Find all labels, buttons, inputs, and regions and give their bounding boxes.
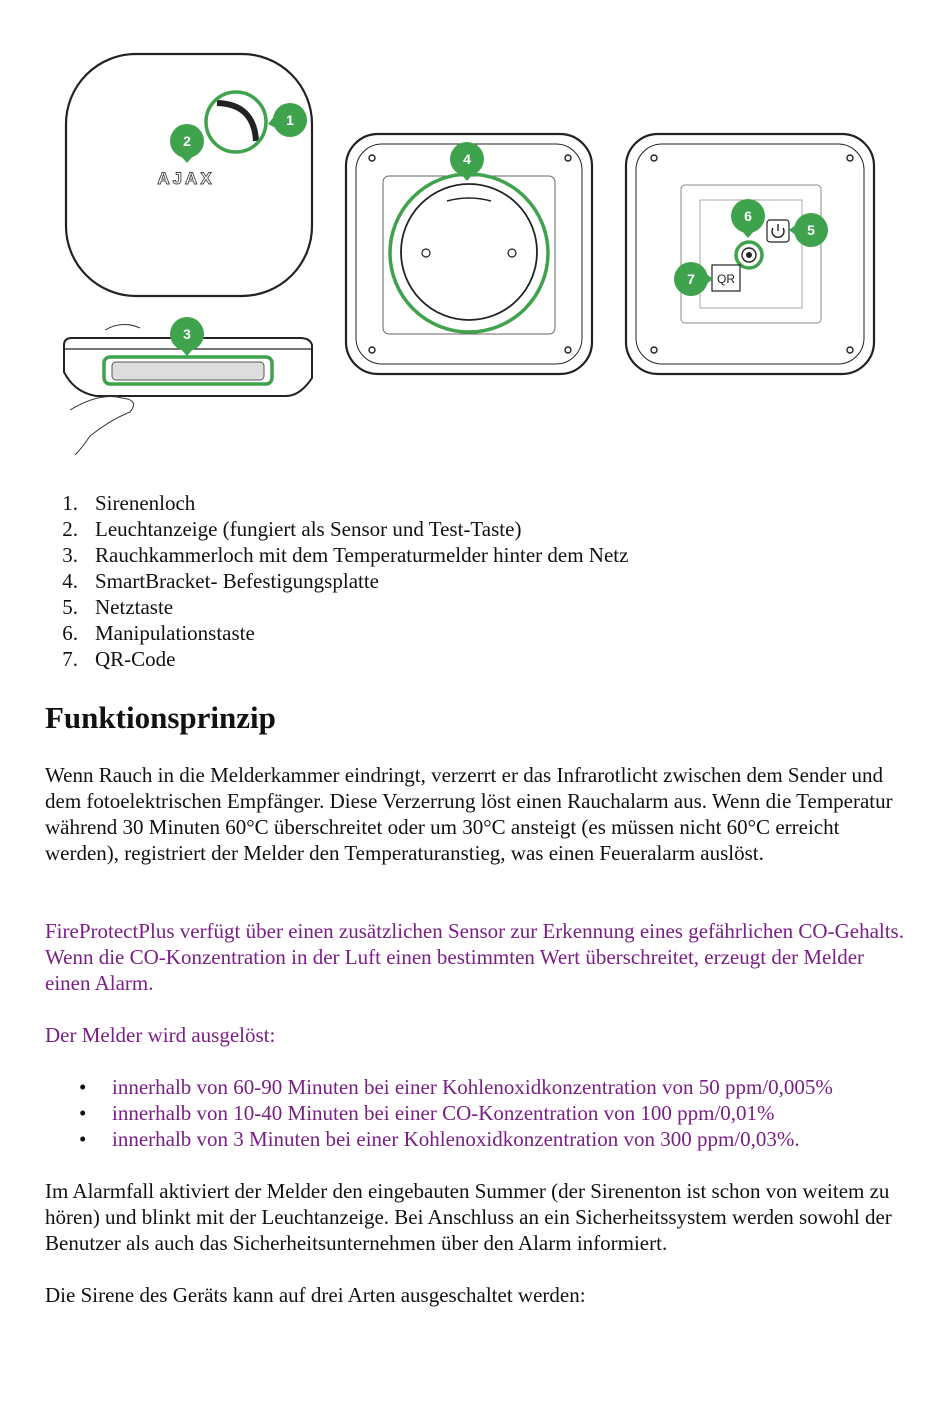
paragraph-siren-off: Die Sirene des Geräts kann auf drei Arten ausgeschaltet werden:: [45, 1283, 586, 1307]
svg-text:3: 3: [183, 326, 191, 342]
svg-text:4: 4: [463, 151, 471, 167]
list-item: 3. Rauchkammerloch mit dem Temperaturmelder hinter dem Netz: [62, 543, 629, 567]
device-illustration: [0, 0, 950, 470]
list-item: 2. Leuchtanzeige (fungiert als Sensor und Test-Taste): [62, 517, 522, 541]
list-item: • innerhalb von 10-40 Minuten bei einer CO-Konzentration von 100 ppm/0,01%: [79, 1101, 775, 1125]
paragraph-triggered: Der Melder wird ausgelöst:: [45, 1023, 276, 1047]
list-item: • innerhalb von 3 Minuten bei einer Kohlenoxidkonzentration von 300 ppm/0,03%.: [79, 1127, 800, 1151]
parts-list: [45, 490, 628, 672]
svg-text:1: 1: [286, 112, 294, 128]
detector-front-view: [66, 54, 312, 296]
paragraph-principle: Wenn Rauch in die Melderkammer eindringt, verzerrt er das Infrarotlicht zwischen dem Sender und dem fotoelektrischen Empfänger. Diese Verzerrung löst einen Rauchalarm aus. Wenn die Temperatur während 30 Minuten 60°C überschreitet oder um 30°C ansteigt (es müssen nicht 60°C erreicht werden), registriert der Melder den Temperaturanstieg, was einen Feueralarm auslöst.: [45, 763, 893, 865]
trigger-conditions-list: [45, 1074, 833, 1152]
list-item: 1. Sirenenloch: [62, 491, 196, 515]
section-heading: Funktionsprinzip: [45, 700, 276, 735]
svg-text:2: 2: [183, 133, 191, 149]
paragraph-alarm: Im Alarmfall aktiviert der Melder den eingebauten Summer (der Sirenenton ist schon von weitem zu hören) und blinkt mit der Leuchtanzeige. Bei Anschluss an ein Sicherheitssystem werden sowohl der Benutzer als auch das Sicherheitsunternehmen über den Alarm informiert.: [45, 1179, 892, 1255]
list-item: 4. SmartBracket- Befestigungsplatte: [62, 569, 380, 593]
list-item: 7. QR-Code: [62, 647, 176, 671]
svg-text:7: 7: [687, 271, 695, 287]
detector-back-view: [626, 134, 874, 374]
ajax-logo: AJAX: [157, 169, 215, 188]
list-item: 6. Manipulationstaste: [62, 621, 255, 645]
list-item: • innerhalb von 60-90 Minuten bei einer Kohlenoxidkonzentration von 50 ppm/0,005%: [79, 1075, 833, 1099]
power-icon: [767, 220, 789, 242]
list-item: 5. Netztaste: [62, 595, 174, 619]
svg-text:6: 6: [744, 208, 752, 224]
qr-label: QR: [717, 272, 735, 286]
paragraph-co-sensor: FireProtectPlus verfügt über einen zusätzlichen Sensor zur Erkennung eines gefährlichen CO-Gehalts. Wenn die CO-Konzentration in der Luft einen bestimmten Wert überschreitet, erzeugt der Melder einen Alarm.: [45, 919, 904, 995]
svg-text:5: 5: [807, 222, 815, 238]
